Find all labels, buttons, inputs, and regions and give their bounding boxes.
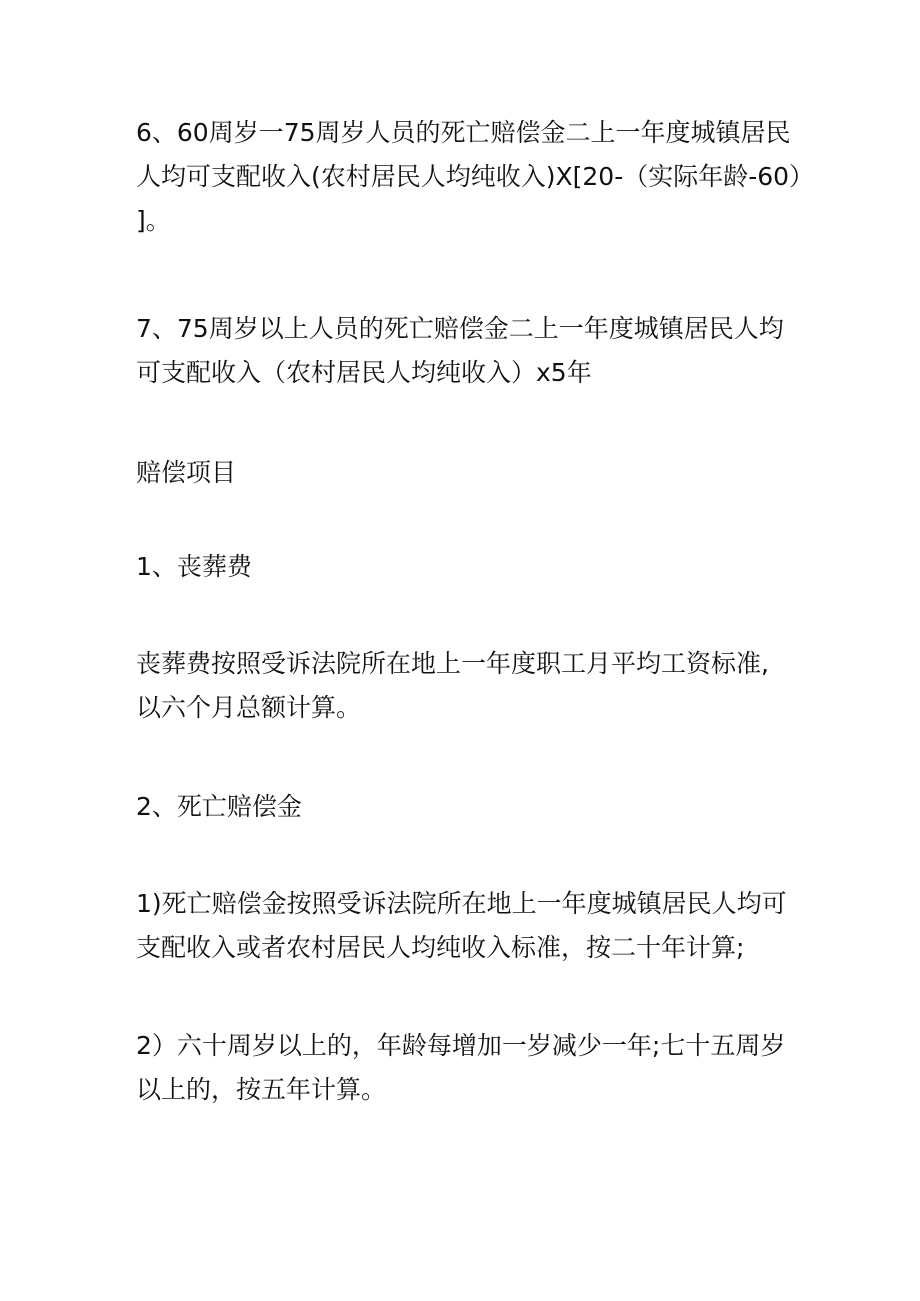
text-line: 人均可支配收入(农村居民人均纯收入)X[20-（实际年龄-60）	[136, 162, 815, 191]
section-heading-compensation-items	[136, 451, 796, 495]
text-line: 支配收入或者农村居民人均纯收入标准，按二十年计算;	[136, 933, 745, 962]
text-line: 2）六十周岁以上的，年龄每增加一岁减少一年;七十五周岁	[136, 1031, 786, 1060]
text-line: 丧葬费按照受诉法院所在地上一年度职工月平均工资标准,	[136, 649, 769, 678]
paragraph-item-7-formula	[136, 307, 796, 395]
text-line: 2、死亡赔偿金	[136, 792, 302, 821]
text-line: 以六个月总额计算。	[136, 693, 362, 722]
text-line: 1)死亡赔偿金按照受诉法院所在地上一年度城镇居民人均可	[136, 889, 787, 918]
text-line: 6、60周岁一75周岁人员的死亡赔偿金二上一年度城镇居民	[136, 118, 791, 147]
text-line: 可支配收入（农村居民人均纯收入）x5年	[136, 358, 592, 387]
paragraph-funeral-expenses	[136, 642, 796, 730]
subheading-death-compensation	[136, 785, 796, 829]
text-line: 赔偿项目	[136, 458, 237, 487]
paragraph-death-compensation-2	[136, 1024, 796, 1112]
subheading-funeral-expenses	[136, 545, 796, 589]
text-line: 7、75周岁以上人员的死亡赔偿金二上一年度城镇居民人均	[136, 314, 784, 343]
text-line: 1、丧葬费	[136, 552, 252, 581]
paragraph-death-compensation-1	[136, 882, 796, 970]
text-line: ]。	[136, 206, 171, 235]
text-line: 以上的，按五年计算。	[136, 1075, 387, 1104]
paragraph-item-6-formula	[136, 111, 815, 243]
